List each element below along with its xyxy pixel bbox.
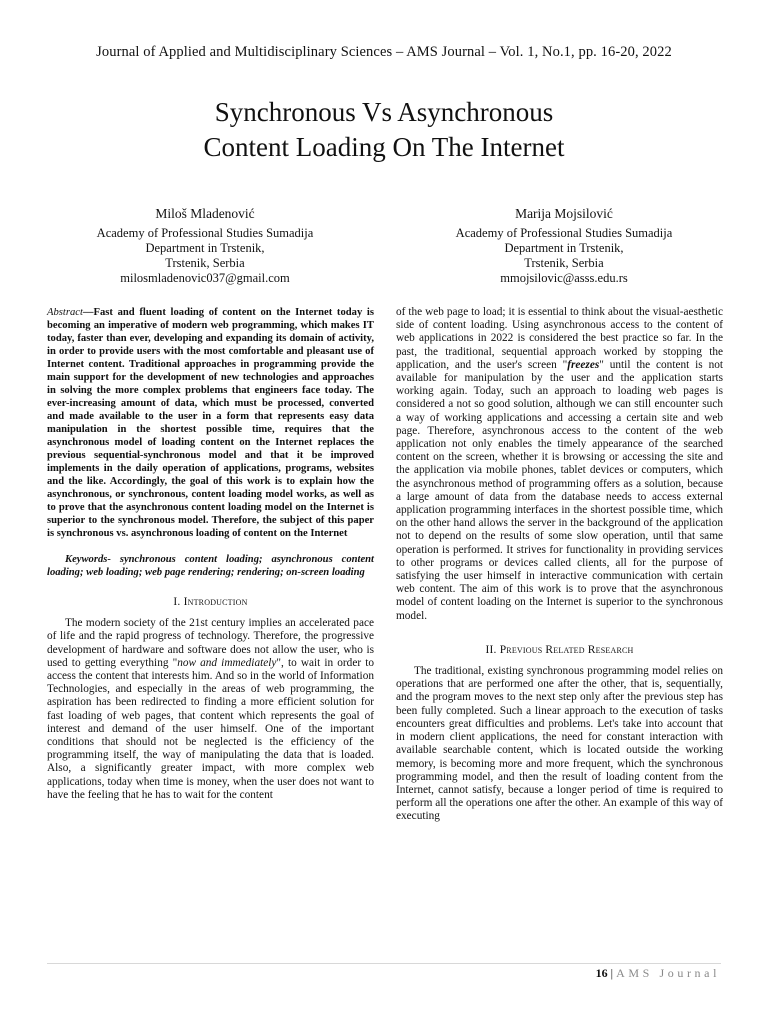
abstract-text: —Fast and fluent loading of content on the Internet today is becoming an imperative of modern web programming, which makes IT today, faster than ever, developing and expanding its domain of activity, in order to provide users with the most comfortable and pleasant use of Internet content. Traditional approaches in programming provide the main support for the development of new technologies and approaches in solving the more complex problems that engineers face today. The ever-increasing amount of data, which must be processed, converted and made available to the user in a form that represents easy data manipulation in the shortest possible time, requires that the asynchronous model of loading content on the Internet replaces the previous sequential-synchronous model and that it be improved implements in the daily operation of applications, programs, websites and the like. Accordingly, the goal of this work is to explain how the asynchronous, or synchronous, content loading model works, as well as to prove that the asynchronous content loading model on the Internet is superior to the synchronous model. Therefore, the subject of this paper is synchronous vs. asynchronous loading of content on the Internet [47,307,374,539]
abstract [47,306,374,540]
left-column [47,306,374,802]
author-block-1 [55,206,355,286]
paper-title [0,95,768,165]
journal-header: Journal of Applied and Multidisciplinary Sciences – AMS Journal – Vol. 1, No.1, pp. 16-20, 2022 [96,44,672,60]
author-department: Department in Trstenik, [504,241,624,255]
author-location: Trstenik, Serbia [165,256,245,270]
author-email: milosmladenovic037@gmail.com [120,271,290,285]
section-heading-related-research: II. Previous Related Research [485,643,634,656]
author-affiliation: Academy of Professional Studies Sumadija [96,226,314,240]
keywords: Keywords- synchronous content loading; asynchronous content loading; web loading; web page rendering; rendering; on-screen loading [47,554,374,578]
page-number: 16 [595,966,608,980]
author-affiliation: Academy of Professional Studies Sumadija [455,226,673,240]
author-department: Department in Trstenik, [145,241,265,255]
related-research-paragraph: The traditional, existing synchronous programming model relies on operations that are performed one after the other, that is, sequentially, and the program moves to the next step only after the previous step has been fully completed. Such a linear approach to the execution of tasks encounters great difficulties and problems. Let's take into account that in modern client applications, the need for constant interaction with available searchable content, which is located outside the working memory, is becoming more and more frequent, which the synchronous programming model, and then the result of loading content from the Internet, cannot satisfy, because a longer period of time is required to perform all the operations one after the other. An example of this way of executing [396,665,723,823]
continued-text-b: " until the content is not available for manipulation by the user and the application starts working again. Today, such an approach to loading web pages is considered a not so good solution, although we can still encounter such a way of working applications and accessing a certain site and web page. Therefore, asynchronous access to the content of the web application not only enables the timely appearance of the searched content on the screen, whether it is browsing or accessing the site and the application via mobile phones, tablet devices or computers, which the asynchronous method of programming offers as a solution, because a large amount of data from the database needs to access external application programming interfaces in the shortest possible time, which on the other hand allows the server in the background of the application not to depend on the results of some slow operation, until that same operation is performed. It strives for functionality in providing services to other programs or devices called clients, all for the purpose of satisfying the user himself in interactive communication with certain web content. The aim of this work is to prove that the asynchronous model of content loading on the Internet is superior to the synchronous model. [396,358,723,622]
section-heading-introduction: I. Introduction [173,596,248,608]
author-name: Marija Mojsilović [515,206,613,221]
continued-emphasis: freezes [567,358,600,371]
intro-text-b: ", to wait in order to access the content that interests him. And so in the world of Information Technologies, and especially in the areas of web programming, the aspiration has been redirected to finding a more efficient solution for fast loading of web pages, that content which represents the goal of interest and demand of the user himself. One of the important conditions that should not be neglected is the efficiency of the programming itself, the way of manipulating the data that is loaded. Also, a significantly greater impact, with more complex web applications, today when time is money, when the user does not want to have the feeling that he has to wait for the content [47,656,375,801]
footer-divider [47,963,721,964]
abstract-lead: Abstract [47,307,83,318]
introduction-continued [396,306,723,623]
introduction-paragraph [47,617,374,802]
author-name: Miloš Mladenović [155,206,255,221]
title-line-1: Synchronous Vs Asynchronous [214,97,554,127]
intro-text-a: The modern society of the 21st century implies an accelerated pace of life and the rapid progress of technology. Therefore, the progressive development of hardware and software does not allow the user, who is used to getting everything " [47,617,374,669]
author-email: mmojsilovic@asss.edu.rs [500,271,628,285]
title-line-2: Content Loading On The Internet [203,132,565,162]
right-column [396,306,723,824]
author-location: Trstenik, Serbia [524,256,604,270]
intro-emphasis: now and immediately [177,656,277,669]
author-block-2 [414,206,714,286]
footer-separator: | [610,966,614,980]
page-footer [596,966,720,981]
continued-text-a: of the web page to load; it is essential to think about the visual-aesthetic side of content loading. Using asynchronous access to the content of web applications in 2022 is considered the best practice so far. In the past, the traditional, sequential approach worked by stopping the application, and the user's screen " [396,306,723,371]
footer-journal-name: AMS Journal [616,966,720,980]
